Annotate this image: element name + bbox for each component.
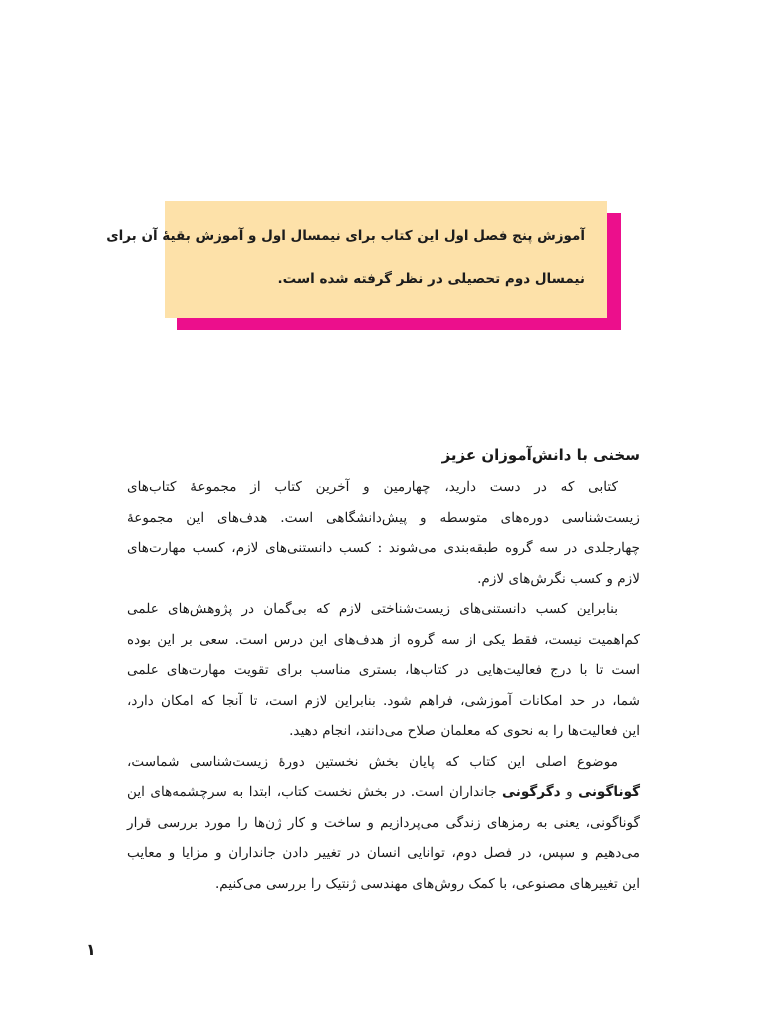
note-line: آموزش پنج فصل اول این کتاب برای نیمسال اول و آموزش بقیهٔ آن برای: [106, 228, 585, 244]
paragraph-line: می‌دهیم و سپس، در فصل دوم، توانایی انسان در تغییر دادن جانداران و مزایا و معایب: [127, 845, 640, 861]
paragraph-line: شما، در حد امکانات آموزشی، فراهم شود. بنابراین لازم است، تا آنجا که امکان دارد،: [127, 692, 640, 709]
paragraph-line: کم‌اهمیت نیست، فقط یکی از سه گروه از هدف‌های این درس است. سعی بر این بوده: [127, 631, 640, 648]
paragraph-line: است تا با درج فعالیت‌هایی در کتاب‌ها، بستری مناسب برای تقویت مهارت‌های علمی: [127, 662, 640, 678]
paragraph-line: گوناگونی، یعنی به رمزهای زندگی می‌پردازیم و ساخت و کار ژن‌ها را مورد بررسی قرار: [127, 814, 640, 831]
paragraph-line: [127, 777, 640, 808]
article-heading: سخنی با دانش‌آموزان عزیز: [441, 446, 640, 464]
paragraph-line: این تغییرهای مصنوعی، با کمک روش‌های مهندسی ژنتیک را بررسی می‌کنیم.: [214, 875, 640, 892]
paragraph-line: لازم و کسب نگرش‌های لازم.: [477, 570, 640, 587]
paragraph-line-rest: جانداران است. در بخش نخست کتاب، ابتدا به سرچشمه‌های این: [127, 784, 497, 800]
note-line: نیمسال دوم تحصیلی در نظر گرفته شده است.: [277, 271, 585, 287]
paragraph-line: زیست‌شناسی دوره‌های متوسطه و پیش‌دانشگاهی است. هدف‌های این مجموعهٔ: [127, 509, 640, 526]
emphasis-conjunction: و: [566, 784, 573, 800]
emphasis-term: دگرگونی: [502, 784, 561, 800]
paragraph-line: این فعالیت‌ها را به نحوی که معلمان صلاح می‌دانند، انجام دهید.: [289, 723, 640, 739]
paragraph-line: کتابی که در دست دارید، چهارمین و آخرین کتاب از مجموعهٔ کتاب‌های: [127, 479, 618, 495]
paragraph-line: موضوع اصلی این کتاب که پایان بخش نخستین دورهٔ زیست‌شناسی شماست،: [127, 753, 618, 770]
article: [127, 440, 640, 899]
emphasis-term: گوناگونی: [578, 784, 641, 800]
paragraph-line: بنابراین کسب دانستنی‌های زیست‌شناختی لازم که بی‌گمان در پژوهش‌های علمی: [127, 601, 618, 617]
page-number: ۱: [86, 940, 96, 959]
paragraph-line: چهارجلدی در سه گروه طبقه‌بندی می‌شوند : کسب دانستنی‌های لازم، کسب مهارت‌های: [127, 540, 640, 556]
note-callout: [106, 201, 621, 332]
note-callout-box: [106, 201, 607, 318]
